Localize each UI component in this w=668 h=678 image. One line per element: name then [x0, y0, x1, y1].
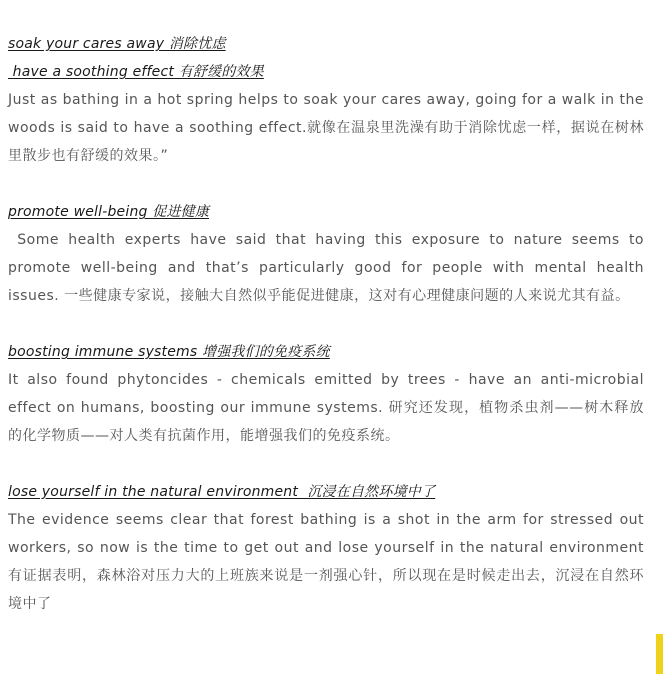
example-paragraph: The evidence seems clear that forest bathing is a shot in the arm for stressed out workers, so now is the time to get out and lose yourself in the natural environment 有证据表明，森林浴对压力大的上班族来说是一剂强心针，所以现在是时候走出去，沉浸在自然环境中了 [8, 512, 649, 612]
vocab-entry-1 [8, 30, 649, 170]
vocab-entry-3 [8, 338, 649, 450]
scroll-indicator[interactable] [656, 634, 663, 674]
vocab-phrase: boosting immune systems 增强我们的免疫系统 [8, 344, 330, 360]
article-body [8, 30, 649, 646]
vocab-entry-2 [8, 198, 649, 310]
vocab-entry-4 [8, 478, 649, 618]
example-paragraph: Some health experts have said that having this exposure to nature seems to promote well-being and that’s particularly good for people with mental health issues. 一些健康专家说，接触大自然似乎能促进健康，这对有心理健康问题的人来说尤其有益。 [8, 232, 649, 304]
vocab-phrase: soak your cares away 消除忧虑 [8, 36, 226, 52]
vocab-phrase: lose yourself in the natural environment 沉浸在自然环境中了 [8, 484, 436, 500]
vocab-phrase: promote well-being 促进健康 [8, 204, 210, 220]
vocab-phrase: have a soothing effect 有舒缓的效果 [8, 64, 264, 80]
example-paragraph: It also found phytoncides - chemicals emitted by trees - have an anti-microbial effect on humans, boosting our immune systems. 研究还发现，植物杀虫剂——树木释放的化学物质——对人类有抗菌作用，能增强我们的免疫系统。 [8, 372, 649, 444]
example-paragraph: Just as bathing in a hot spring helps to soak your cares away, going for a walk in the woods is said to have a soothing effect.就像在温泉里洗澡有助于消除忧虑一样，据说在树林里散步也有舒缓的效果。” [8, 92, 649, 164]
